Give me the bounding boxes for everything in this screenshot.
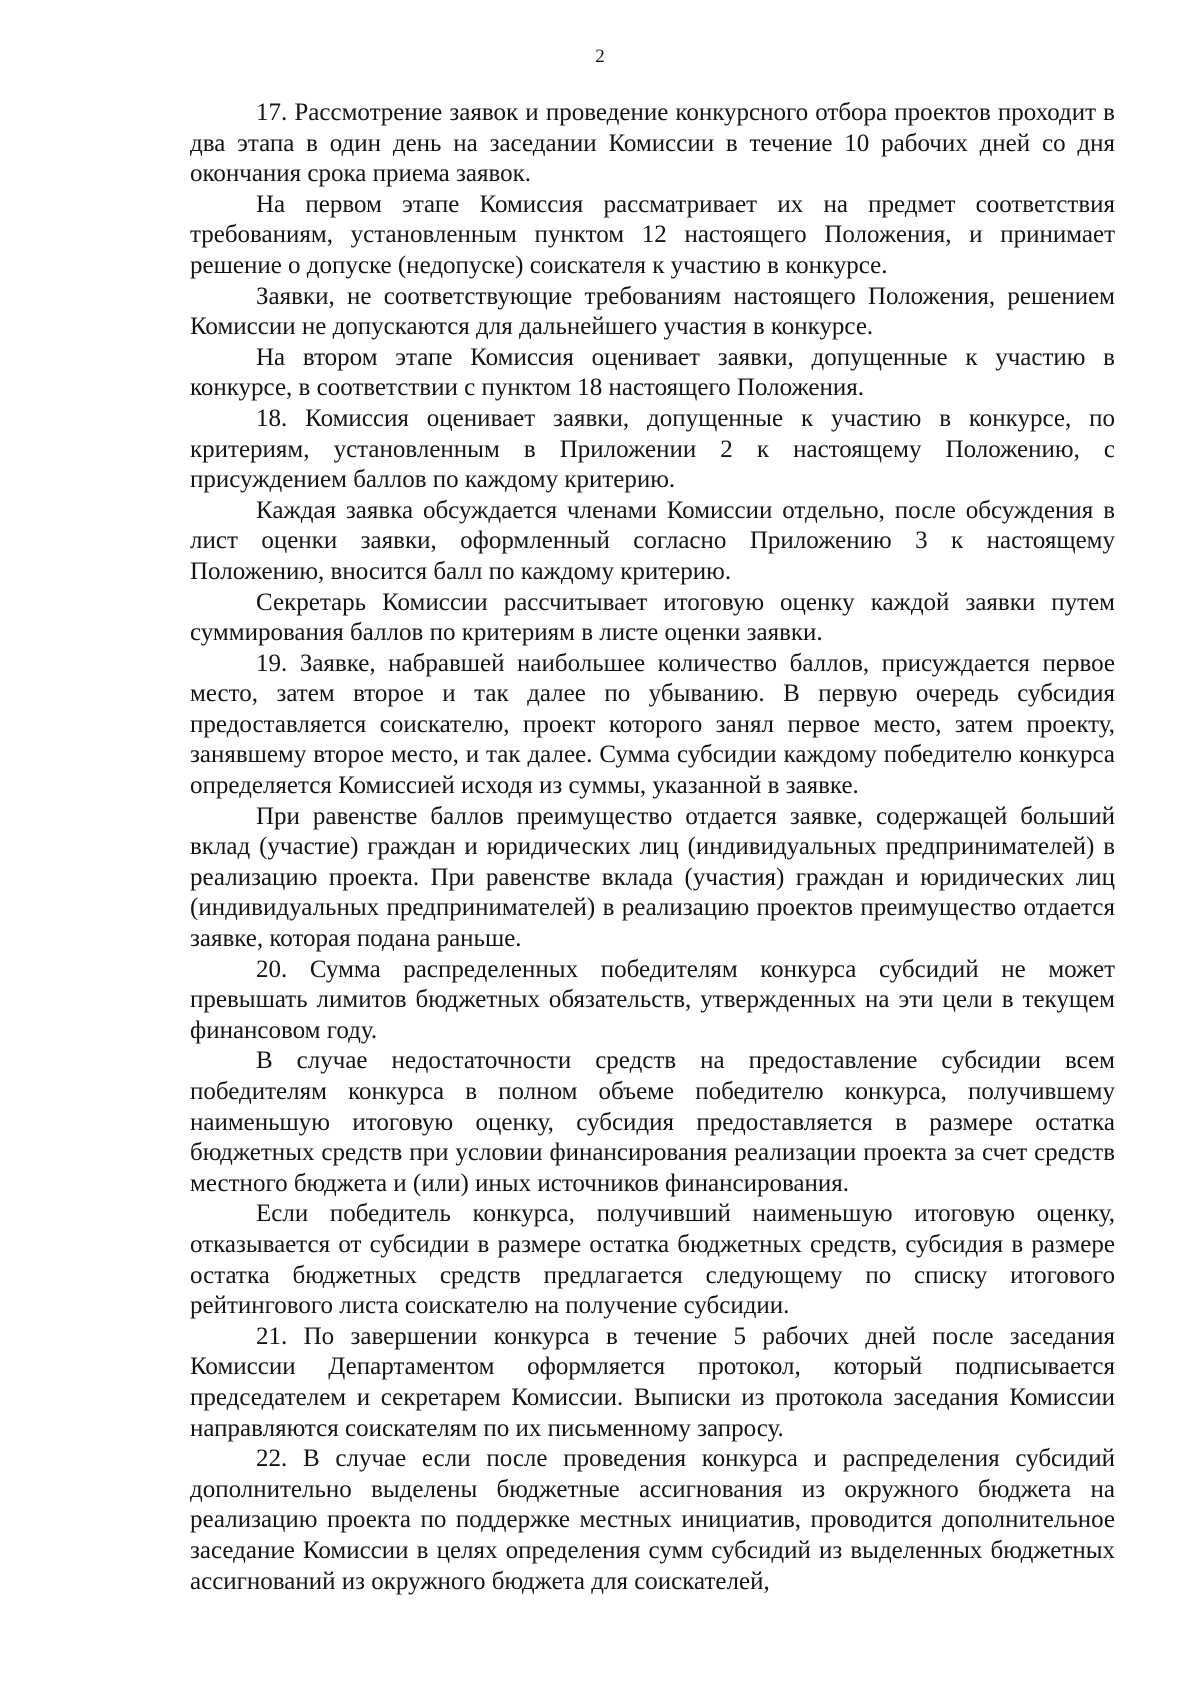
paragraph-22: 22. В случае если после проведения конкурса и распределения субсидий дополнительно выделены бюджетные ассигнования из окружного бюджета на реализацию проекта по поддержке местных инициатив, проводится дополнительное заседание Комиссии в целях определения сумм субсидий из выделенных бюджетных ассигнований из окружного бюджета для соискателей, <box>190 1445 1115 1595</box>
document-body <box>190 98 1115 1597</box>
paragraph-refusal: Если победитель конкурса, получивший наименьшую итоговую оценку, отказывается от субсидии в размере остатка бюджетных средств, субсидия в размере остатка бюджетных средств предлагается следующему по списку итогового рейтингового листа соискателю на получение субсидии. <box>190 1200 1115 1320</box>
paragraph-21: 21. По завершении конкурса в течение 5 рабочих дней после заседания Комиссии Департаментом оформляется протокол, который подписывается председателем и секретарем Комиссии. Выписки из протокола заседания Комиссии направляются соискателям по их письменному запросу. <box>190 1322 1115 1442</box>
paragraph-first-stage: На первом этапе Комиссия рассматривает их на предмет соответствия требованиям, установленным пунктом 12 настоящего Положения, и принимает решение о допуске (недопуске) соискателя к участию в конкурсе. <box>190 190 1115 279</box>
paragraph-insufficient-funds: В случае недостаточности средств на предоставление субсидии всем победителям конкурса в полном объеме победителю конкурса, получившему наименьшую итоговую оценку, субсидия предоставляется в размере остатка бюджетных средств при условии финансирования реализации проекта за счет средств местного бюджета и (или) иных источников финансирования. <box>190 1047 1115 1197</box>
paragraph-18: 18. Комиссия оценивает заявки, допущенные к участию в конкурсе, по критериям, установленным в Приложении 2 к настоящему Положению, с присуждением баллов по каждому критерию. <box>190 404 1115 494</box>
paragraph-rejected-applications: Заявки, не соответствующие требованиям настоящего Положения, решением Комиссии не допускаются для дальнейшего участия в конкурсе. <box>190 282 1115 341</box>
paragraph-17: 17. Рассмотрение заявок и проведение конкурсного отбора проектов проходит в два этапа в один день на заседании Комиссии в течение 10 рабочих дней со дня окончания срока приема заявок. <box>190 99 1115 188</box>
paragraph-secretary-score: Секретарь Комиссии рассчитывает итоговую оценку каждой заявки путем суммирования баллов по критериям в листе оценки заявки. <box>190 588 1115 647</box>
paragraph-tie-break: При равенстве баллов преимущество отдается заявке, содержащей больший вклад (участие) граждан и юридических лиц (индивидуальных предпринимателей) в реализацию проекта. При равенстве вклада (участия) граждан и юридических лиц (индивидуальных предпринимателей) в реализацию проектов преимущество отдается заявке, которая подана раньше. <box>190 802 1115 953</box>
paragraph-20: 20. Сумма распределенных победителям конкурса субсидий не может превышать лимитов бюджетных обязательств, утвержденных на эти цели в текущем финансовом году. <box>190 955 1115 1044</box>
paragraph-discussion: Каждая заявка обсуждается членами Комиссии отдельно, после обсуждения в лист оценки заявки, оформленный согласно Приложению 3 к настоящему Положению, вносится балл по каждому критерию. <box>190 496 1115 585</box>
page-number: 2 <box>595 46 605 67</box>
paragraph-19: 19. Заявке, набравшей наибольшее количество баллов, присуждается первое место, затем второе и так далее по убыванию. В первую очередь субсидия предоставляется соискателю, проект которого занял первое место, затем проекту, занявшему второе место, и так далее. Сумма субсидии каждому победителю конкурса определяется Комиссией исходя из суммы, указанной в заявке. <box>190 649 1115 800</box>
paragraph-second-stage: На втором этапе Комиссия оценивает заявки, допущенные к участию в конкурсе, в соответствии с пунктом 18 настоящего Положения. <box>190 343 1115 402</box>
